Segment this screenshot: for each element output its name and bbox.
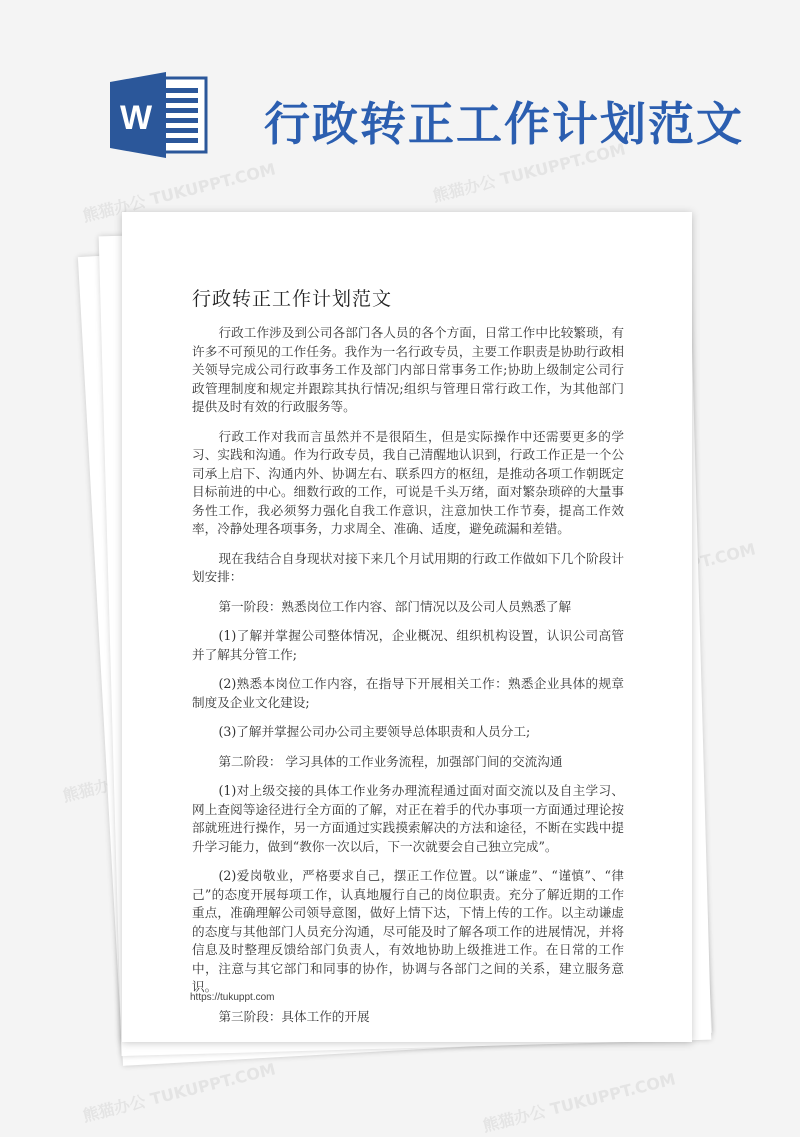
document-page [122, 212, 692, 1042]
list-item: (2)爱岗敬业，严格要求自己，摆正工作位置。以“谦虚”、“谨慎”、“律己”的态度开展每项工作，认真地履行自己的岗位职责。充分了解近期的工作重点，准确理解公司领导意图，做好上情下达，下情上传的工作。以主动谦虚的态度与其他部门人员充分沟通，尽可能及时了解各项工作的进展情况，并将信息及时整理反馈给部门负责人，有效地协助上级推进工作。在日常的工作中，注意与其它部门和同事的协作，协调与各部门之间的关系，建立服务意识。 [192, 868, 624, 994]
list-item: (1)了解并掌握公司整体情况，企业概况、组织机构设置，认识公司高管并了解其分管工作; [192, 628, 624, 662]
list-item: (3)了解并掌握公司办公司主要领导总体职责和人员分工; [218, 724, 531, 739]
watermark: 熊猫办公 TUKUPPT.COM [80, 159, 278, 226]
logo-letter: W [119, 99, 153, 137]
word-document-icon [110, 72, 210, 158]
watermark: 熊猫办公 TUKUPPT.COM [480, 1069, 678, 1136]
list-item: (1)对上级交接的具体工作业务办理流程通过面对面交流以及自主学习、网上查阅等途径进行全方面的了解，对正在着手的代办事项一方面通过理论按部就班进行操作，另一方面通过实践摸索解决的方法和途径，不断在实践中提升学习能力，做到“教你一次以后，下一次就要会自己独立完成”。 [192, 783, 624, 854]
list-item: (2)熟悉本岗位工作内容，在指导下开展相关工作：熟悉企业具体的规章制度及企业文化建设; [192, 676, 624, 710]
document-title: 行政转正工作计划范文 [192, 288, 393, 310]
section-heading: 第一阶段：熟悉岗位工作内容、部门情况以及公司人员熟悉了解 [218, 598, 572, 614]
section-heading: 第三阶段：具体工作的开展 [218, 1008, 370, 1024]
watermark: 熊猫办公 TUKUPPT.COM [430, 139, 628, 206]
paragraph: 行政工作对我而言虽然并不是很陌生，但是实际操作中还需要更多的学习、实践和沟通。作为行政专员，我自己清醒地认识到，行政工作正是一个公司承上启下、沟通内外、协调左右、联系四方的枢纽，是推动各项工作朝既定目标前进的中心。细数行政的工作，可说是千头万绪，面对繁杂琐碎的大量事务性工作，我必须努力强化自我工作意识，注意加快工作节奏，提高工作效率，冷静处理各项事务，力求周全、准确、适度，避免疏漏和差错。 [192, 428, 624, 536]
paragraph: 行政工作涉及到公司各部门各人员的各个方面，日常工作中比较繁琐，有许多不可预见的工作任务。我作为一名行政专员，主要工作职责是协助行政相关领导完成公司行政事务工作及部门内部日常事务工作;协助上级制定公司行政管理制度和规定并跟踪其执行情况;组织与管理日常行政工作，为其他部门提供及时有效的行政服务等。 [192, 325, 624, 414]
header-banner [0, 0, 800, 195]
paragraph: 现在我结合自身现状对接下来几个月试用期的行政工作做如下几个阶段计划安排： [192, 550, 624, 584]
footer-url: https://tukuppt.com [190, 992, 275, 1003]
watermark: 熊猫办公 [60, 771, 128, 806]
section-heading: 第二阶段： 学习具体的工作业务流程，加强部门间的交流沟通 [218, 753, 563, 769]
header-title: 行政转正工作计划范文 [264, 97, 744, 151]
document-body [192, 324, 624, 1037]
watermark: 熊猫办公 TUKUPPT.COM [80, 1059, 278, 1126]
